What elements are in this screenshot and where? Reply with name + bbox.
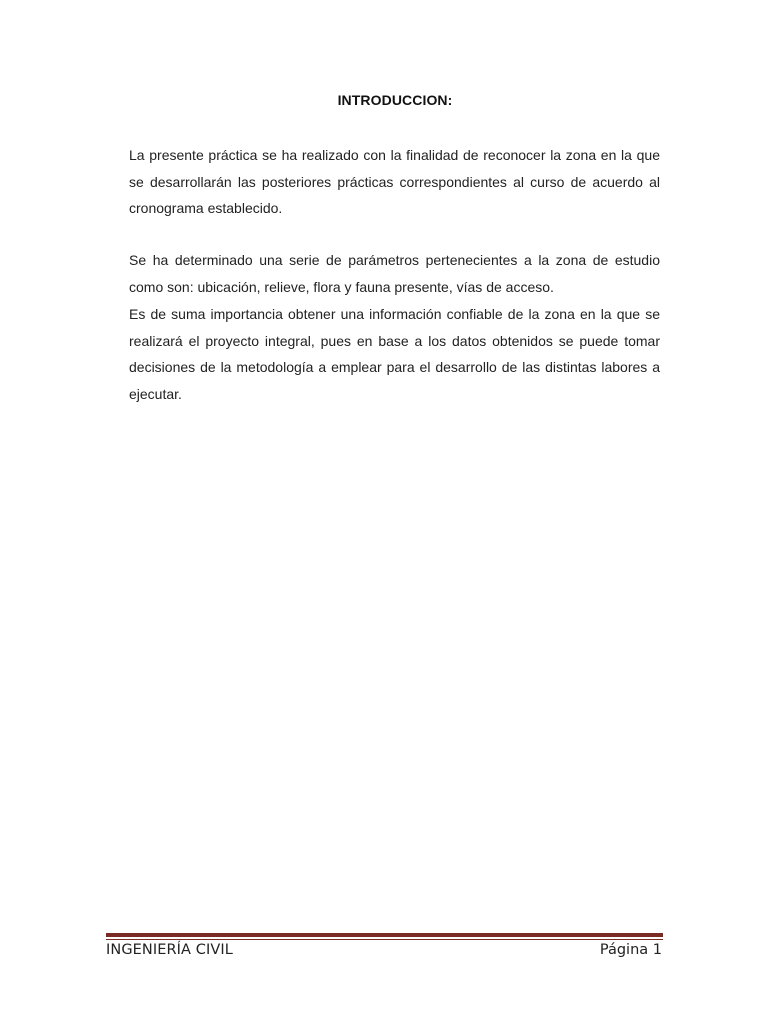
paragraph-2: Se ha determinado una serie de parámetros pertenecientes a la zona de estudio como son: ubicación, relieve, flora y fauna presente, vías de acceso. xyxy=(129,252,660,295)
paragraph-1: La presente práctica se ha realizado con la finalidad de reconocer la zona en la que se desarrollarán las posteriores prácticas correspondientes al curso de acuerdo al cronograma establecido. xyxy=(129,147,660,217)
footer-page-number: Página 1 xyxy=(599,942,662,958)
paragraph-3: Es de suma importancia obtener una información confiable de la zona en la que se realizará el proyecto integral, pues en base a los datos obtenidos se puede tomar decisiones de la metodología a emplear para el desarrollo de las distintas labores a ejecutar. xyxy=(129,306,660,402)
footer-rule-thick xyxy=(106,933,663,937)
footer-department: INGENIERÍA CIVIL xyxy=(106,942,233,958)
footer-rule-thin xyxy=(106,939,663,940)
page-title: INTRODUCCION: xyxy=(337,92,453,108)
